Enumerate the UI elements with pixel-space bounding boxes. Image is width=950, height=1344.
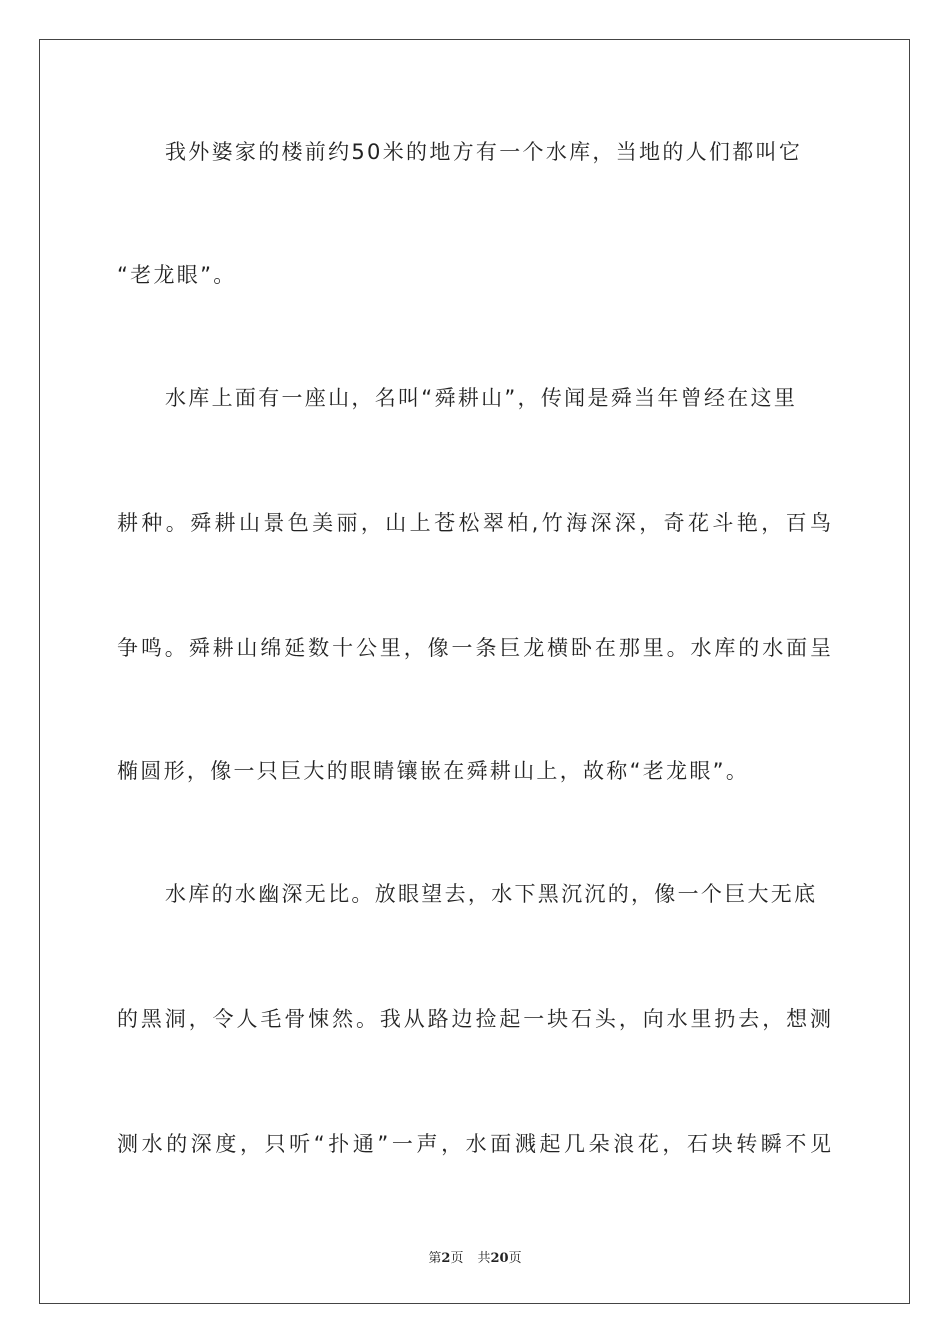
text-line: 测水的深度，只听“扑通”一声，水面溅起几朵浪花，石块转瞬不见 xyxy=(117,1132,831,1156)
text-line: 椭圆形，像一只巨大的眼睛镶嵌在舜耕山上，故称“老龙眼”。 xyxy=(117,759,750,783)
text-line: 的黑洞，令人毛骨悚然。我从路边捡起一块石头，向水里扔去，想测 xyxy=(117,1007,831,1031)
total-pages: 20 xyxy=(490,1251,509,1266)
text-line: 耕种。舜耕山景色美丽，山上苍松翠柏,竹海深深，奇花斗艳，百鸟 xyxy=(117,511,831,535)
page-footer xyxy=(0,1247,950,1266)
page-number: 2 xyxy=(441,1251,451,1266)
text-line: “老龙眼”。 xyxy=(117,263,237,287)
page-border xyxy=(39,39,910,1304)
text-line: 水库上面有一座山，名叫“舜耕山”，传闻是舜当年曾经在这里 xyxy=(165,386,798,410)
text-line: 水库的水幽深无比。放眼望去，水下黑沉沉的，像一个巨大无底 xyxy=(165,882,818,906)
page-prefix: 第 xyxy=(428,1251,442,1266)
text-line: 争鸣。舜耕山绵延数十公里，像一条巨龙横卧在那里。水库的水面呈 xyxy=(117,636,831,660)
page-suffix: 页 xyxy=(450,1251,464,1266)
total-prefix: 共 xyxy=(477,1251,491,1266)
text-line: 我外婆家的楼前约50米的地方有一个水库，当地的人们都叫它 xyxy=(165,140,803,164)
total-suffix: 页 xyxy=(508,1251,522,1266)
